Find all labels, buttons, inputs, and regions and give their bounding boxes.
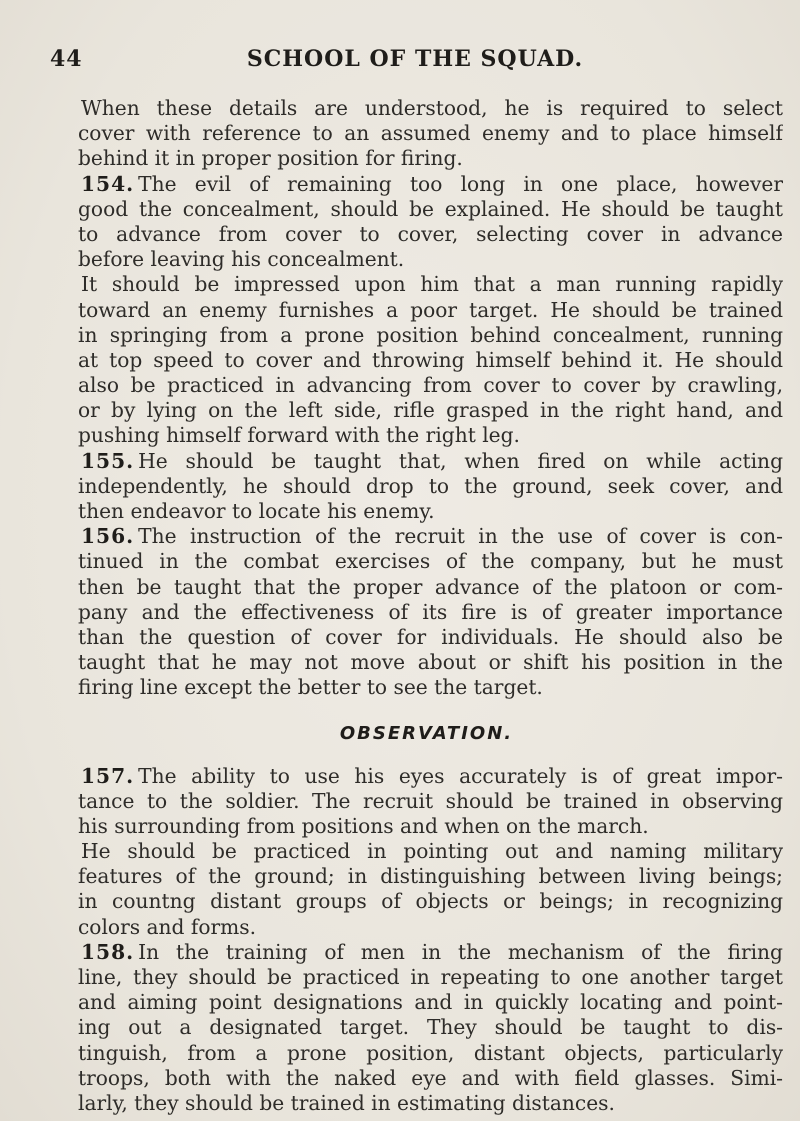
text-line	[78, 625, 783, 650]
line-text: pany and the effectiveness of its fire is of greater importance	[78, 599, 783, 624]
line-text: tinguish, from a prone position, distant objects, particularly	[78, 1040, 783, 1065]
text-line	[78, 675, 783, 700]
text-line	[78, 348, 783, 373]
paragraph	[78, 96, 783, 172]
line-text: good the concealment, should be explained. He should be taught	[78, 196, 783, 221]
line-text: behind it in proper position for firing.	[78, 146, 463, 171]
line-text: in countng distant groups of objects or beings; in recognizing	[78, 889, 783, 914]
line-text: colors and forms.	[78, 914, 257, 939]
page-header	[50, 46, 760, 76]
line-text: troops, both with the naked eye and with field glasses. Simi-	[78, 1065, 783, 1090]
line-text: taught that he may not move about or shift his position in the	[78, 650, 783, 675]
text-line	[78, 839, 783, 864]
text-line	[78, 549, 783, 574]
text-line	[78, 398, 783, 423]
text-line	[78, 1066, 783, 1091]
line-text: He should be practiced in pointing out and naming military	[81, 839, 783, 864]
text-line	[78, 222, 783, 247]
line-text: The ability to use his eyes accurately is of great impor-	[138, 763, 783, 788]
text-line	[78, 323, 783, 348]
text-line	[78, 423, 783, 448]
line-text: his surrounding from positions and when on the march.	[78, 813, 649, 838]
text-line	[78, 146, 783, 171]
text-line	[78, 889, 783, 914]
text-line	[78, 814, 783, 839]
line-text: pushing himself forward with the right leg.	[78, 423, 520, 448]
text-line	[78, 1041, 783, 1066]
text-line	[78, 864, 783, 889]
text-line	[78, 449, 783, 474]
line-text: in springing from a prone position behind concealment, running	[78, 322, 783, 347]
text-line	[78, 373, 783, 398]
section-number: 156.	[81, 524, 135, 549]
line-text: then be taught that the proper advance of the platoon or com-	[78, 574, 783, 599]
section-number: 157.	[81, 763, 135, 788]
paragraphs-after-heading	[78, 764, 783, 1117]
line-text: When these details are understood, he is required to select	[81, 96, 783, 120]
line-text: toward an enemy furnishes a poor target. He should be trained	[78, 297, 783, 322]
line-text: tinued in the combat exercises of the company, but he must	[78, 549, 783, 574]
text-line	[78, 1015, 783, 1040]
text-line	[78, 789, 783, 814]
paragraph	[78, 172, 783, 273]
text-line	[78, 764, 783, 789]
line-text: than the question of cover for individuals. He should also be	[78, 624, 783, 649]
text-line	[78, 940, 783, 965]
text-line	[78, 1091, 783, 1116]
paragraph	[78, 449, 783, 525]
line-text: also be practiced in advancing from cover to cover by crawling,	[78, 373, 783, 398]
text-line	[78, 298, 783, 323]
text-line	[78, 474, 783, 499]
line-text: In the training of men in the mechanism of the firing	[138, 939, 783, 964]
line-text: He should be taught that, when fired on while acting	[138, 448, 783, 473]
line-text: It should be impressed upon him that a man running rapidly	[81, 272, 783, 297]
paragraph	[78, 764, 783, 840]
text-line	[78, 990, 783, 1015]
paragraph	[78, 839, 783, 940]
line-text: and aiming point designations and in quickly locating and point-	[78, 990, 783, 1015]
line-text: then endeavor to locate his enemy.	[78, 499, 435, 523]
text-line	[78, 272, 783, 297]
page-number: 44	[50, 46, 83, 72]
text-line	[78, 499, 783, 524]
section-number: 155.	[81, 448, 135, 473]
line-text: at top speed to cover and throwing himself behind it. He should	[78, 347, 783, 372]
line-text: line, they should be practiced in repeating to one another target	[78, 965, 783, 989]
text-line	[78, 172, 783, 197]
line-text: larly, they should be trained in estimating distances.	[78, 1090, 615, 1115]
line-text: to advance from cover to cover, selecting cover in advance	[78, 221, 783, 246]
line-text: ing out a designated target. They should be taught to dis-	[78, 1015, 783, 1040]
text-line	[78, 524, 783, 549]
text-line	[78, 575, 783, 600]
body-text	[78, 96, 783, 1116]
text-line	[78, 96, 783, 121]
paragraph	[78, 272, 783, 448]
text-line	[78, 247, 783, 272]
line-text: cover with reference to an assumed enemy and to place himself	[78, 121, 783, 146]
line-text: The instruction of the recruit in the use of cover is con-	[138, 524, 783, 549]
paragraphs-before-heading	[78, 96, 783, 701]
paragraph	[78, 940, 783, 1116]
running-head: SCHOOL OF THE SQUAD.	[246, 46, 584, 72]
line-text: or by lying on the left side, rifle grasped in the right hand, and	[78, 398, 783, 423]
line-text: before leaving his concealment.	[78, 247, 405, 272]
text-line	[78, 915, 783, 940]
text-line	[78, 197, 783, 222]
text-line	[78, 965, 783, 990]
line-text: features of the ground; in distinguishing between living beings;	[78, 864, 783, 889]
text-line	[78, 121, 783, 146]
paragraph	[78, 524, 783, 700]
line-text: firing line except the better to see the target.	[78, 675, 543, 700]
line-text: independently, he should drop to the ground, seek cover, and	[78, 473, 783, 498]
section-number: 158.	[81, 939, 135, 964]
section-heading: OBSERVATION.	[339, 722, 514, 744]
line-text: The evil of remaining too long in one place, however	[138, 171, 783, 196]
text-line	[78, 600, 783, 625]
line-text: tance to the soldier. The recruit should be trained in observing	[78, 788, 783, 813]
text-line	[78, 650, 783, 675]
section-number: 154.	[81, 171, 135, 196]
